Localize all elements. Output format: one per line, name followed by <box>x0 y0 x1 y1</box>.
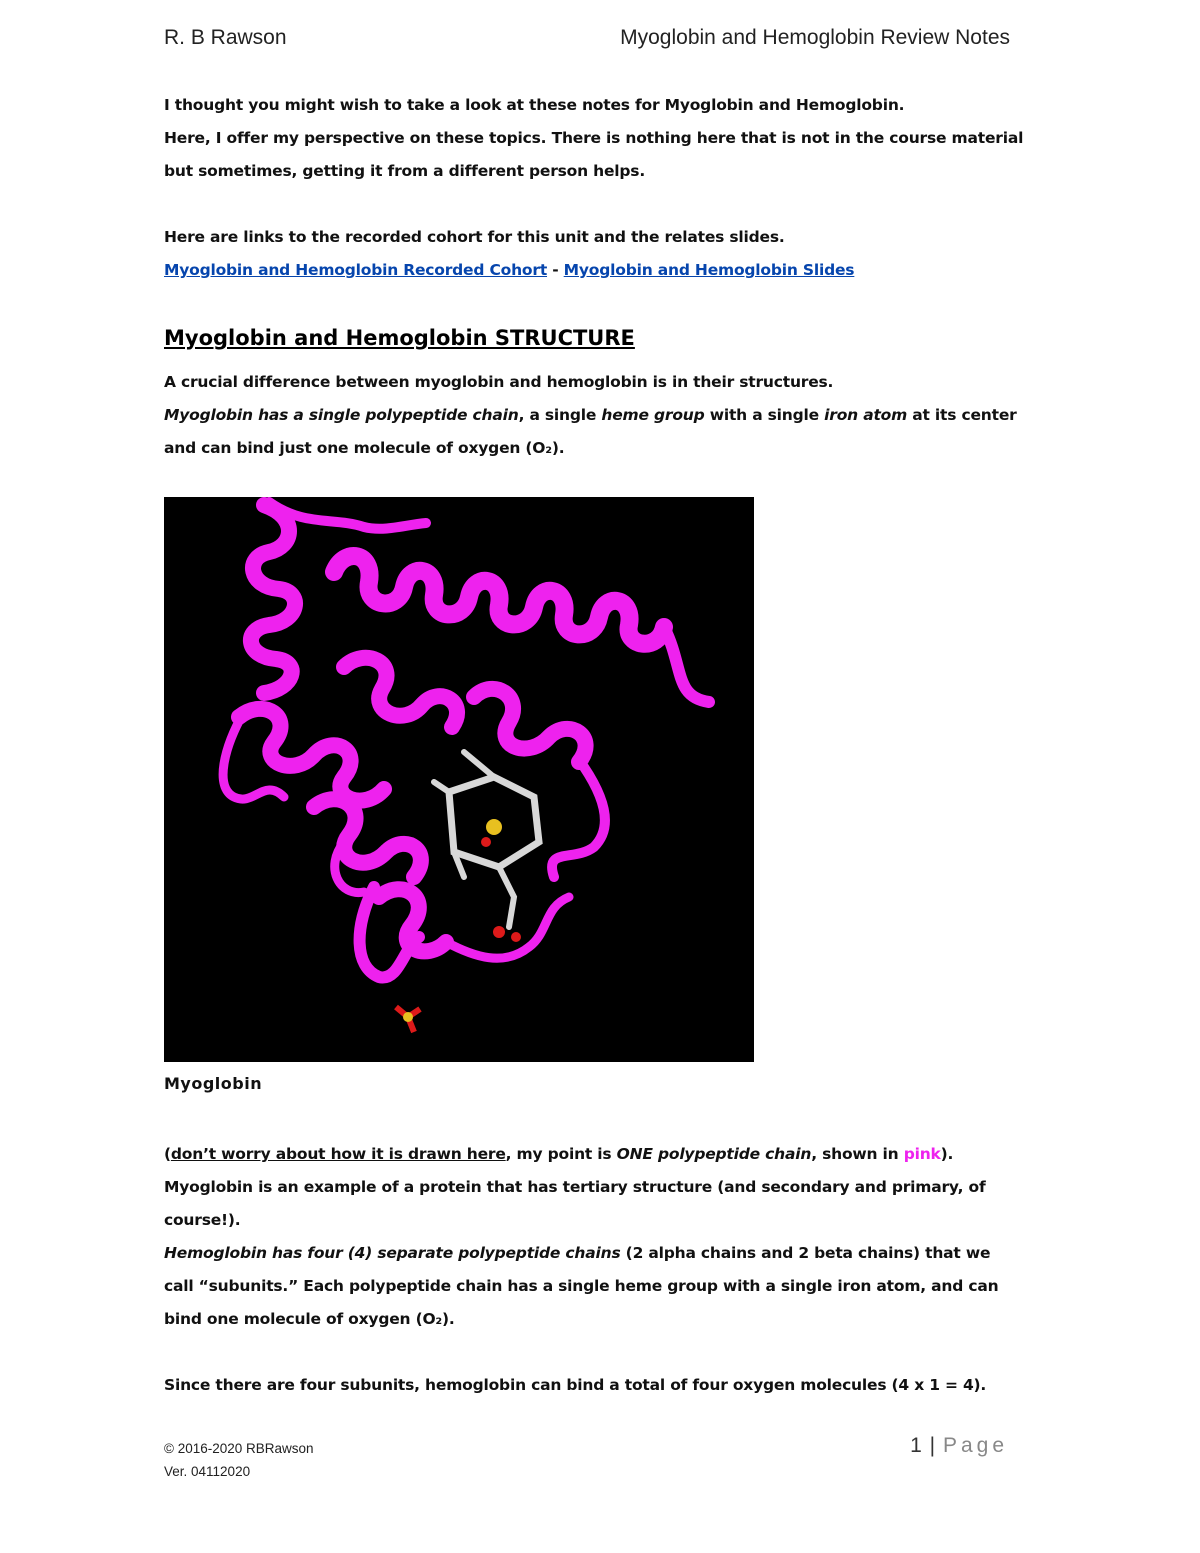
p2-italic-chain: Myoglobin has a single polypeptide chain <box>164 406 519 424</box>
myoglobin-structure-image <box>164 497 754 1062</box>
links-row <box>164 254 1024 287</box>
links-intro: Here are links to the recorded cohort for this unit and the relates slides. <box>164 228 785 246</box>
p4-italic: Hemoglobin has four (4) separate polypeptide chains <box>164 1244 621 1262</box>
protein-ribbon-drawing <box>164 497 754 1062</box>
page-number-value: 1 <box>910 1434 923 1457</box>
footer-version: Ver. 04112020 <box>164 1464 251 1479</box>
figure-caption: Myoglobin <box>164 1074 263 1093</box>
page-number <box>910 1434 1008 1458</box>
p2-italic-heme: heme group <box>601 406 705 424</box>
slides-link[interactable]: Myoglobin and Hemoglobin Slides <box>563 261 855 279</box>
structure-p3 <box>164 1138 1024 1237</box>
structure-p2 <box>164 399 1024 465</box>
p3-text-a: ( <box>164 1145 171 1163</box>
header-author: R. B Rawson <box>164 26 287 49</box>
p2-text-d: with a single <box>704 406 825 424</box>
intro-line-1: I thought you might wish to take a look at these notes for Myoglobin and Hemoglobin. <box>164 96 905 114</box>
structure-p5: Since there are four subunits, hemoglobin can bind a total of four oxygen molecules (4 x 1 = 4). <box>164 1376 987 1394</box>
footer-copyright: © 2016-2020 RBRawson <box>164 1441 314 1456</box>
p2-text-b: , a single <box>518 406 602 424</box>
p4-text-b: (2 alpha chains and 2 beta chains) that we call “subunits.” Each polypeptide chain has a single heme group with a single iron atom, and can bind one molecule of oxygen (O₂). <box>164 1244 999 1328</box>
section-heading: Myoglobin and Hemoglobin STRUCTURE <box>164 326 635 350</box>
page-word: Page <box>942 1434 1008 1457</box>
intro-line-2: Here, I offer my perspective on these topics. There is nothing here that is not in the course material but sometimes, getting it from a different person helps. <box>164 129 1024 180</box>
p3-underlined: don’t worry about how it is drawn here <box>170 1145 506 1163</box>
p3-italic: ONE polypeptide chain <box>616 1145 812 1163</box>
cohort-link[interactable]: Myoglobin and Hemoglobin Recorded Cohort <box>164 261 548 279</box>
p3-text-c: , my point is <box>505 1145 617 1163</box>
sulfate-ion <box>396 1007 420 1032</box>
structure-p4 <box>164 1237 1024 1336</box>
link-separator: - <box>547 261 564 279</box>
header-title: Myoglobin and Hemoglobin Review Notes <box>620 26 1010 49</box>
page-separator: | <box>922 1434 943 1457</box>
structure-p1: A crucial difference between myoglobin and hemoglobin is in their structures. <box>164 373 834 391</box>
p2-text-f: at its center and can bind just one molecule of oxygen (O₂). <box>164 406 1017 457</box>
heme-group <box>434 752 539 942</box>
p3-text-g: ). Myoglobin is an example of a protein that has tertiary structure (and secondary and primary, of course!). <box>164 1145 986 1229</box>
p3-pink-word: pink <box>903 1145 941 1163</box>
p2-italic-iron: iron atom <box>824 406 908 424</box>
p3-text-e: , shown in <box>811 1145 904 1163</box>
